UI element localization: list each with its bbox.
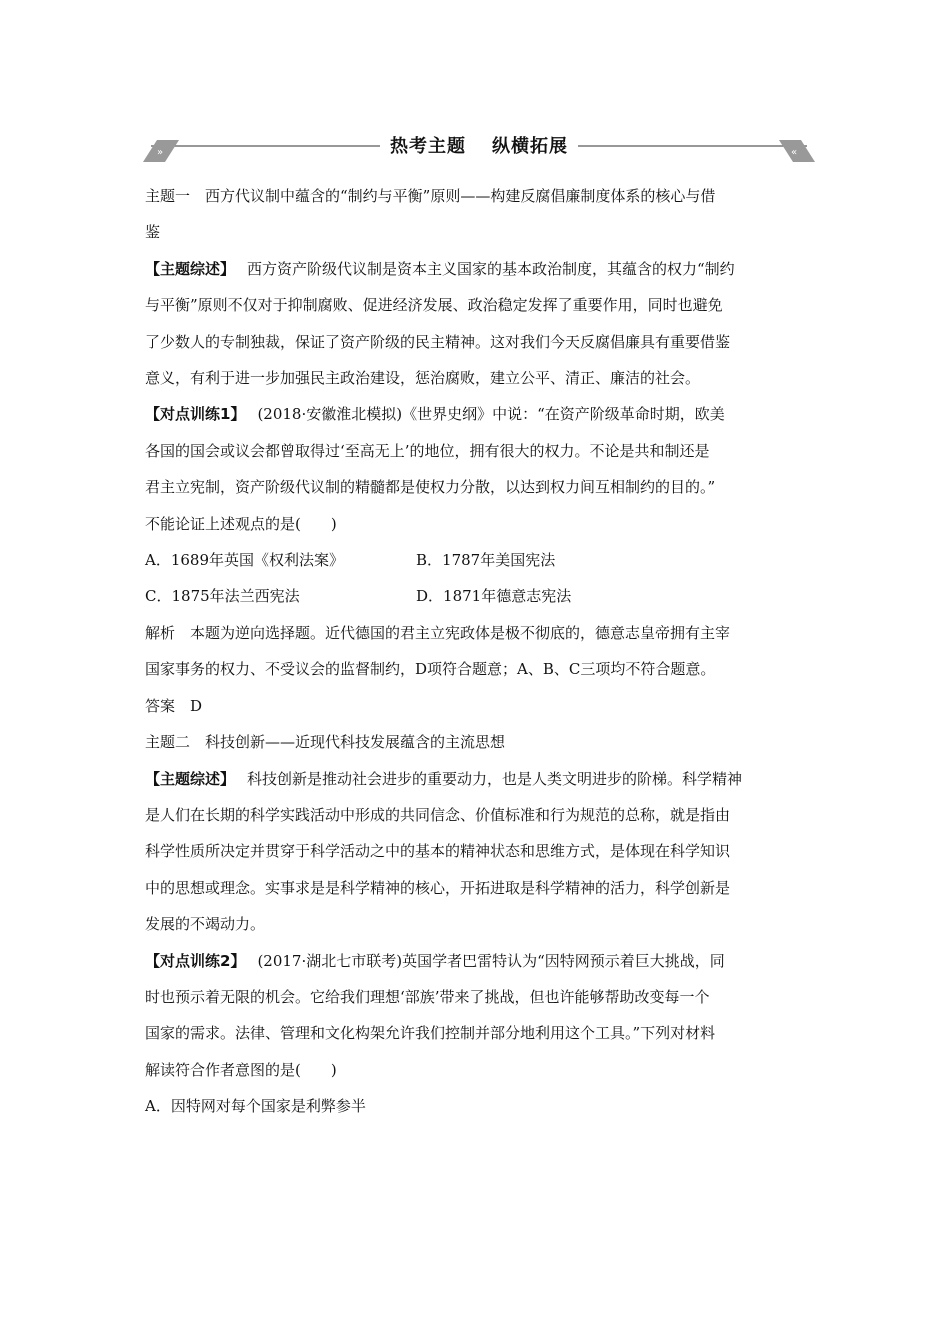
banner-title-left: 热考主题 xyxy=(390,136,466,157)
text-line: 科学性质所决定并贯穿于科学活动之中的基本的精神状态和思维方式，是体现在科学知识 xyxy=(145,842,731,861)
exercise-one-text: (2018·安徽淮北模拟)《世界史纲》中说：“在资产阶级革命时期，欧美 xyxy=(257,405,725,424)
text-line: 国家事务的权力、不受议会的监督制约，D项符合题意；A、B、C三项均不符合题意。 xyxy=(145,660,716,679)
answer-line: 答案 D xyxy=(145,696,203,715)
summary-label: 【主题综述】 xyxy=(145,769,236,788)
banner-title-right: 纵横拓展 xyxy=(492,136,568,157)
section-banner xyxy=(143,126,815,166)
svg-text:«: « xyxy=(791,147,798,158)
exercise-two-line xyxy=(145,943,810,979)
option-a: A．因特网对每个国家是利弊参半 xyxy=(145,1097,366,1116)
text-line: 时也预示着无限的机会。它给我们理想‘部族’带来了挑战，但也许能够帮助改变每一个 xyxy=(145,987,710,1006)
option-d: D．1871年德意志宪法 xyxy=(416,587,572,606)
document-body xyxy=(145,178,810,1125)
text-line: 各国的国会或议会都曾取得过‘至高无上’的地位，拥有很大的权力。不论是共和制还是 xyxy=(145,441,710,460)
topic-one-heading-cont: 鉴 xyxy=(145,223,161,242)
question-stem: 不能论证上述观点的是( ) xyxy=(145,514,337,533)
exercise-label: 【对点训练2】 xyxy=(145,951,246,970)
banner-title xyxy=(143,132,815,158)
options-row xyxy=(145,542,810,578)
option-c: C．1875年法兰西宪法 xyxy=(145,587,300,606)
summary-one-line xyxy=(145,251,810,287)
text-line: 意义，有利于进一步加强民主政治建设，惩治腐败，建立公平、清正、廉洁的社会。 xyxy=(145,369,701,388)
svg-text:»: » xyxy=(157,147,164,158)
topic-two-heading: 主题二 科技创新——近现代科技发展蕴含的主流思想 xyxy=(145,733,506,752)
text-line: 与平衡”原则不仅对于抑制腐败、促进经济发展、政治稳定发挥了重要作用，同时也避免 xyxy=(145,296,723,315)
summary-one-text: 西方资产阶级代议制是资本主义国家的基本政治制度，其蕴含的权力“制约 xyxy=(247,259,735,278)
option-a: A．1689年英国《权利法案》 xyxy=(145,551,345,570)
topic-one-heading: 主题一 西方代议制中蕴含的“制约与平衡”原则——构建反腐倡廉制度体系的核心与借 xyxy=(145,187,716,205)
summary-two-text: 科技创新是推动社会进步的重要动力，也是人类文明进步的阶梯。科学精神 xyxy=(247,769,743,788)
exercise-one-line xyxy=(145,396,810,432)
text-line: 是人们在长期的科学实践活动中形成的共同信念、价值标准和行为规范的总称，就是指由 xyxy=(145,805,731,824)
text-line: 了少数人的专制独裁，保证了资产阶级的民主精神。这对我们今天反腐倡廉具有重要借鉴 xyxy=(145,332,731,351)
exercise-two-text: (2017·湖北七市联考)英国学者巴雷特认为“因特网预示着巨大挑战，同 xyxy=(257,951,725,970)
options-row xyxy=(145,578,810,614)
option-b: B．1787年美国宪法 xyxy=(416,551,556,570)
text-line: 发展的不竭动力。 xyxy=(145,915,266,934)
exercise-label: 【对点训练1】 xyxy=(145,405,246,424)
text-line: 国家的需求。法律、管理和文化构架允许我们控制并部分地利用这个工具。”下列对材料 xyxy=(145,1024,716,1043)
summary-label: 【主题综述】 xyxy=(145,259,236,278)
question-stem: 解读符合作者意图的是( ) xyxy=(145,1060,337,1079)
text-line: 君主立宪制，资产阶级代议制的精髓都是使权力分散，以达到权力间互相制约的目的。” xyxy=(145,478,716,497)
summary-two-line xyxy=(145,761,810,797)
analysis-line: 解析 本题为逆向选择题。近代德国的君主立宪政体是极不彻底的，德意志皇帝拥有主宰 xyxy=(145,623,731,642)
text-line: 中的思想或理念。实事求是是科学精神的核心，开拓进取是科学精神的活力，科学创新是 xyxy=(145,878,731,897)
